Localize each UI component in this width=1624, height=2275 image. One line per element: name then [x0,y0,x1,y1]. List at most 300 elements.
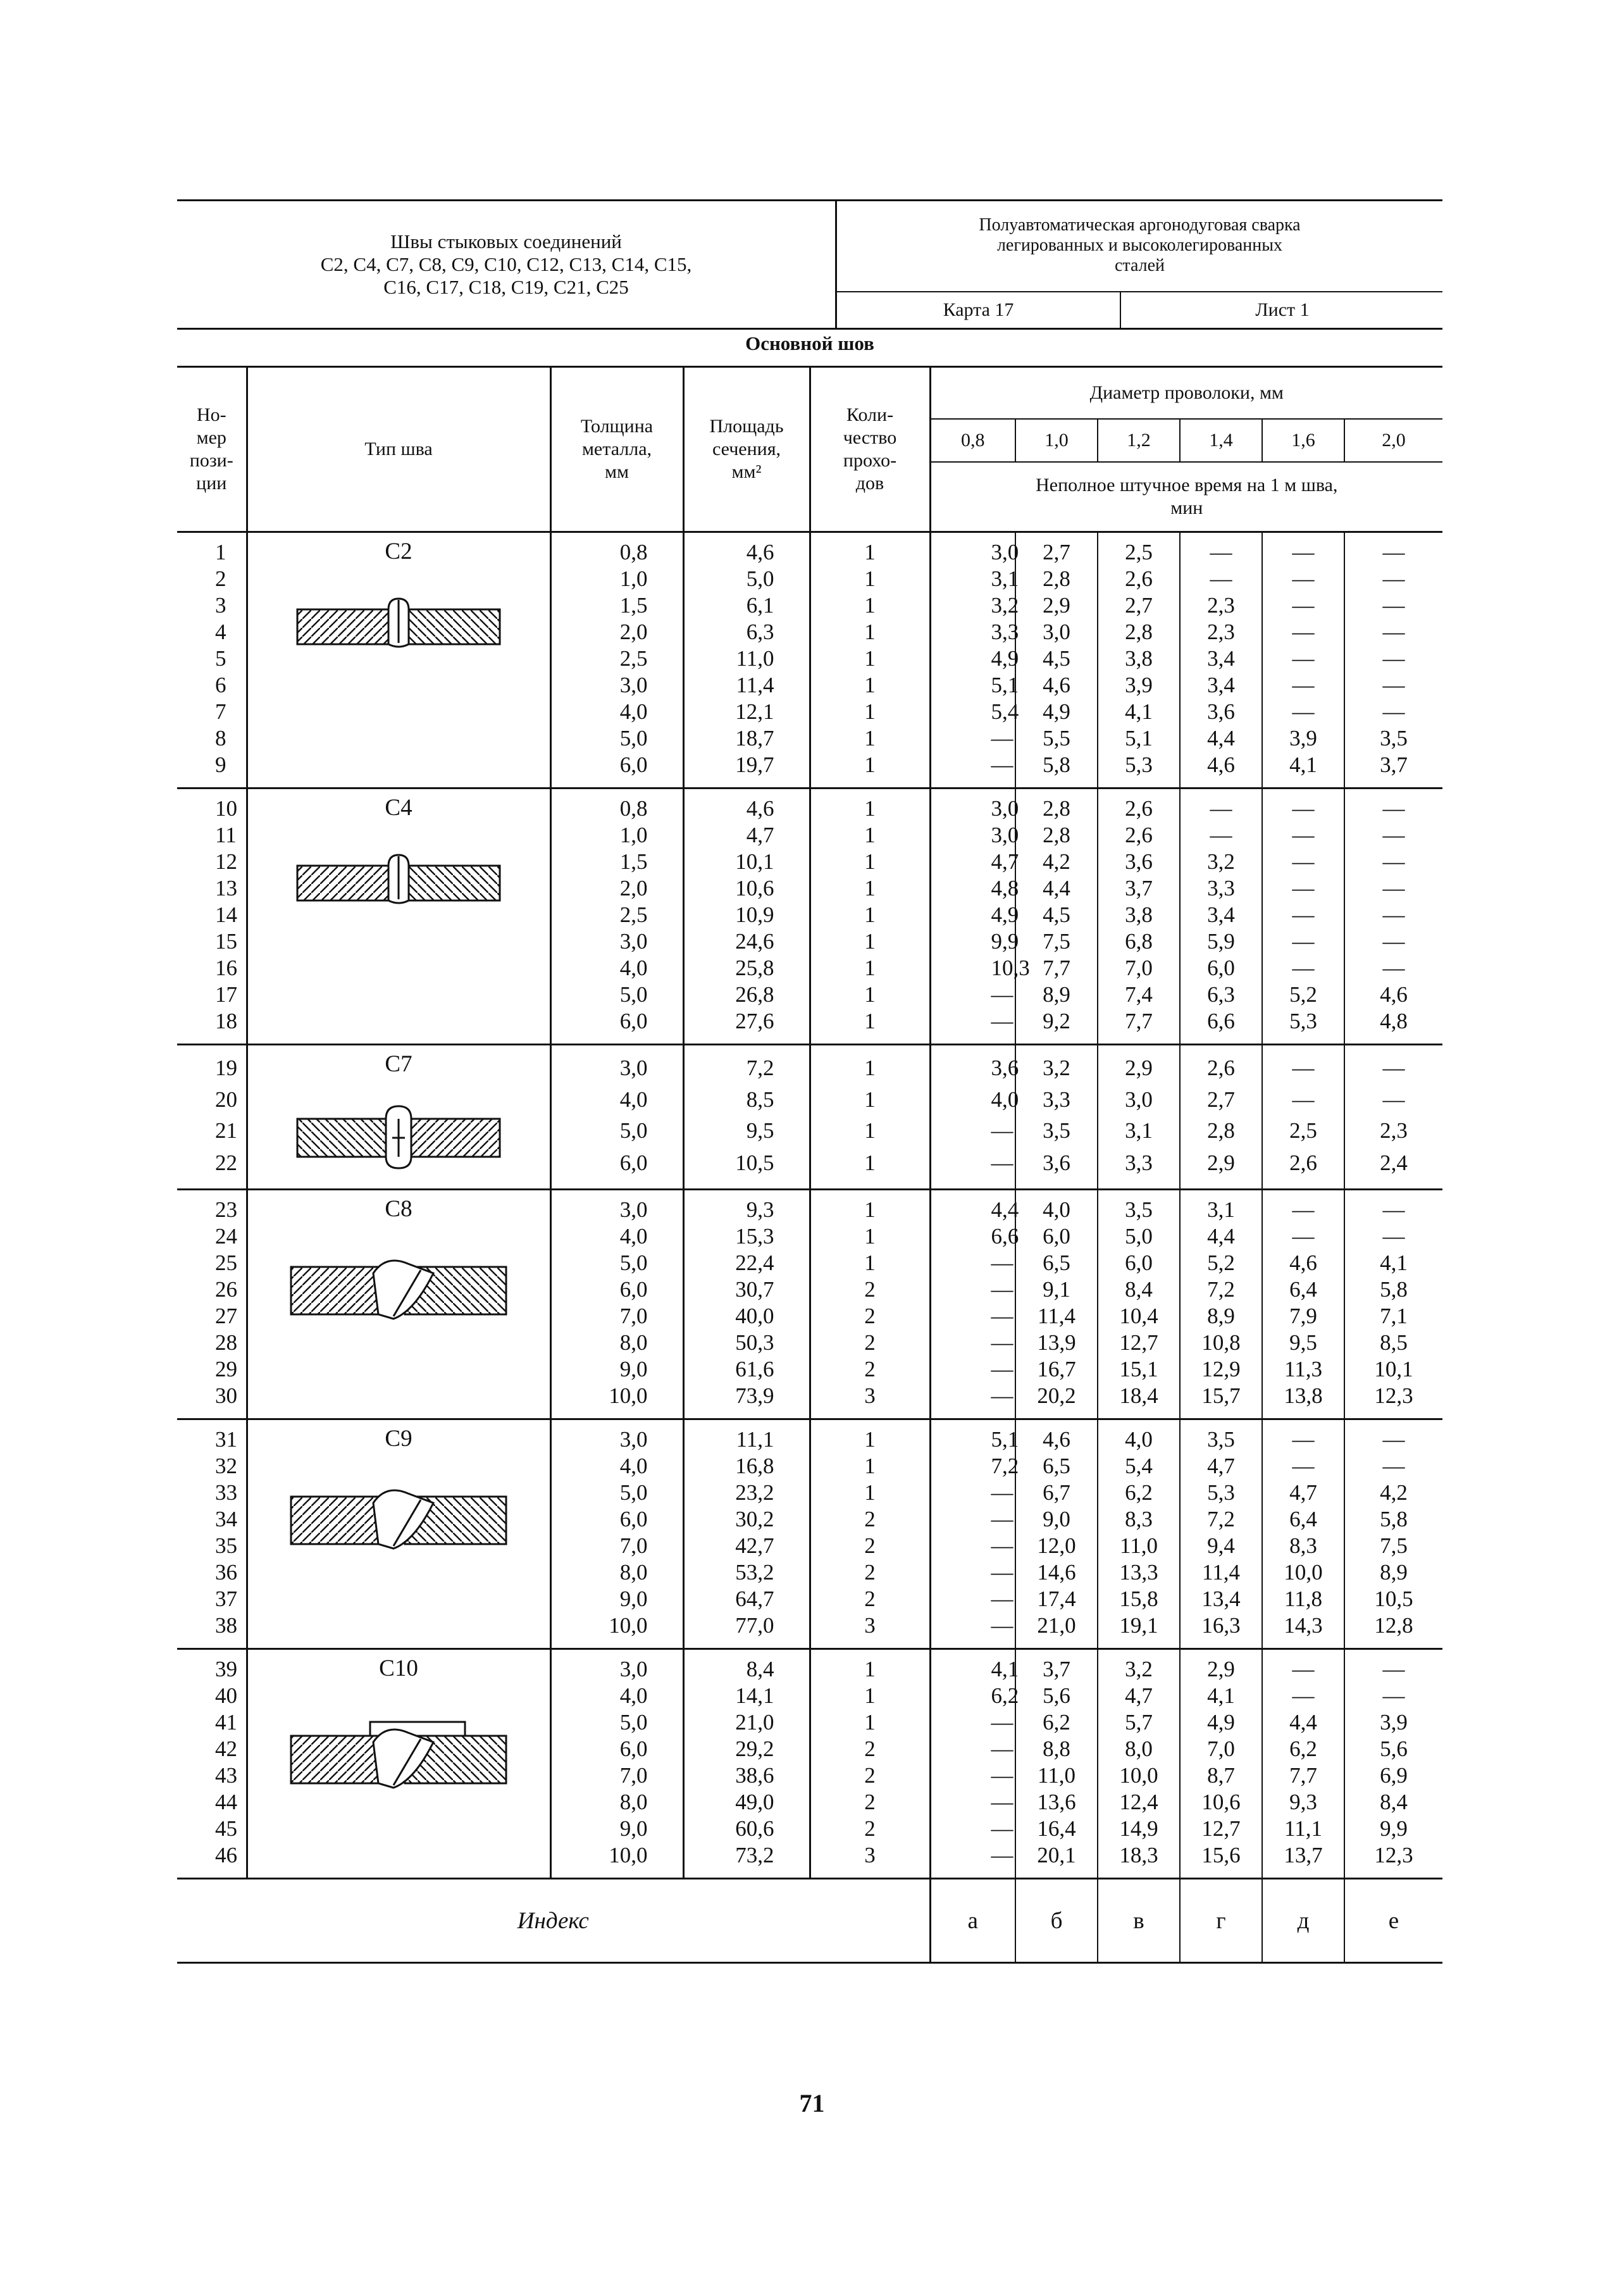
thickness-cell: 5,0 [550,1480,683,1506]
area-cell: 4,7 [683,822,810,849]
time-d0-8: 5,1 [930,1419,1015,1454]
time-d1-2: 19,1 [1098,1612,1180,1649]
time-d2-0: 12,3 [1344,1842,1442,1879]
thickness-cell: 8,0 [550,1559,683,1586]
time-d0-8: — [930,1330,1015,1356]
position-cell: 34 [215,1507,237,1531]
time-d0-8: — [930,982,1015,1008]
position-cell: 40 [215,1683,237,1708]
time-d2-0: — [1344,592,1442,619]
position-cell: 38 [215,1613,237,1638]
time-d1-2: 18,4 [1098,1383,1180,1419]
time-d2-0: 5,8 [1344,1506,1442,1533]
time-d1-6: 4,7 [1262,1480,1344,1506]
time-d1-4: 6,3 [1180,982,1262,1008]
area-cell: 10,6 [683,875,810,902]
time-d0-8: — [930,1008,1015,1045]
passes-cell: 1 [810,928,930,955]
seam-type-cell [247,1419,550,1649]
area-cell: 6,1 [683,592,810,619]
time-d1-0: 3,7 [1015,1649,1098,1683]
time-d1-0: 13,9 [1015,1330,1098,1356]
area-cell: 25,8 [683,955,810,982]
thickness-cell: 6,0 [550,1147,683,1190]
time-d1-6: — [1262,1190,1344,1224]
time-d1-6: — [1262,672,1344,699]
area-cell: 11,4 [683,672,810,699]
seam-type-label: С8 [385,1196,412,1222]
time-d1-6: — [1262,532,1344,566]
thickness-cell: 6,0 [550,1506,683,1533]
table-row [177,532,1442,566]
time-d1-2: 5,7 [1098,1709,1180,1736]
time-d1-2: 5,1 [1098,725,1180,752]
time-d2-0: 4,6 [1344,982,1442,1008]
time-d1-0: 2,7 [1015,532,1098,566]
thickness-cell: 3,0 [550,1190,683,1224]
seam-type-cell [247,788,550,1045]
time-d2-0: — [1344,1045,1442,1085]
time-d0-8: 3,1 [930,566,1015,592]
time-d1-4: 5,9 [1180,928,1262,955]
seam-type-cell [247,532,550,788]
thickness-cell: 5,0 [550,1116,683,1147]
time-d1-4: 15,6 [1180,1842,1262,1879]
time-d1-2: 8,0 [1098,1736,1180,1762]
passes-cell: 1 [810,1250,930,1276]
time-d1-4: 2,3 [1180,592,1262,619]
seam-type-label: С10 [379,1655,418,1681]
area-cell: 22,4 [683,1250,810,1276]
time-d1-0: 20,2 [1015,1383,1098,1419]
time-d1-2: 3,8 [1098,902,1180,928]
time-d0-8: 6,2 [930,1683,1015,1709]
time-d0-8: — [930,752,1015,788]
time-d1-2: 15,8 [1098,1586,1180,1612]
time-d1-0: 4,2 [1015,849,1098,875]
passes-cell: 1 [810,532,930,566]
time-d1-0: 6,7 [1015,1480,1098,1506]
time-d1-2: 5,0 [1098,1223,1180,1250]
area-cell: 10,1 [683,849,810,875]
time-d2-0: 3,7 [1344,752,1442,788]
area-cell: 19,7 [683,752,810,788]
passes-cell: 1 [810,566,930,592]
time-d0-8: 3,3 [930,619,1015,645]
thickness-cell: 8,0 [550,1330,683,1356]
norm-table [177,366,1442,1964]
position-cell: 7 [215,699,226,724]
time-d1-2: 13,3 [1098,1559,1180,1586]
time-d1-6: — [1262,955,1344,982]
time-d1-0: 6,5 [1015,1453,1098,1480]
area-cell: 73,9 [683,1383,810,1419]
time-d1-4: 3,4 [1180,672,1262,699]
position-cell: 16 [215,956,237,980]
time-d1-0: 20,1 [1015,1842,1098,1879]
area-cell: 14,1 [683,1683,810,1709]
time-d1-4: 6,6 [1180,1008,1262,1045]
col-position-header: Но- мер пози- ции [189,404,233,494]
time-d1-6: — [1262,1453,1344,1480]
passes-cell: 1 [810,788,930,823]
time-d1-4: 16,3 [1180,1612,1262,1649]
time-d1-2: 3,8 [1098,645,1180,672]
time-d1-6: — [1262,592,1344,619]
area-cell: 29,2 [683,1736,810,1762]
time-d1-6: — [1262,619,1344,645]
position-cell: 5 [215,646,226,671]
time-d0-8: 9,9 [930,928,1015,955]
time-d1-6: 6,4 [1262,1276,1344,1303]
position-cell: 13 [215,876,237,901]
time-d1-2: 10,0 [1098,1762,1180,1789]
time-d0-8: — [930,1116,1015,1147]
table-row [177,1190,1442,1224]
area-cell: 49,0 [683,1789,810,1816]
thickness-cell: 0,8 [550,532,683,566]
seam-group-С8 [177,1190,1442,1419]
time-d1-2: 2,8 [1098,619,1180,645]
seam-c2-icon [285,575,512,676]
time-d1-4: — [1180,822,1262,849]
diameter-2-0: 2,0 [1344,419,1442,462]
time-d1-0: 13,6 [1015,1789,1098,1816]
time-d1-2: 12,4 [1098,1789,1180,1816]
time-d0-8: — [930,1356,1015,1383]
time-d2-0: — [1344,566,1442,592]
passes-cell: 1 [810,645,930,672]
position-cell: 15 [215,929,237,954]
time-d1-2: 3,0 [1098,1084,1180,1115]
time-d1-2: 2,7 [1098,592,1180,619]
time-d1-0: 6,0 [1015,1223,1098,1250]
passes-cell: 1 [810,1453,930,1480]
seam-type-label: С9 [385,1426,412,1452]
thickness-cell: 7,0 [550,1762,683,1789]
passes-cell: 1 [810,752,930,788]
col-type-header: Тип шва [247,367,550,532]
time-d2-0: 3,9 [1344,1709,1442,1736]
time-d1-0: 3,5 [1015,1116,1098,1147]
time-d0-8: 7,2 [930,1453,1015,1480]
thickness-cell: 1,0 [550,566,683,592]
time-d1-2: 7,4 [1098,982,1180,1008]
time-d1-4: 10,6 [1180,1789,1262,1816]
thickness-cell: 6,0 [550,1276,683,1303]
thickness-cell: 2,0 [550,619,683,645]
index-a: а [930,1879,1015,1963]
passes-cell: 1 [810,1084,930,1115]
time-d1-6: 8,3 [1262,1533,1344,1559]
time-d1-6: 3,9 [1262,725,1344,752]
area-cell: 5,0 [683,566,810,592]
area-cell: 4,6 [683,532,810,566]
time-d2-0: 12,8 [1344,1612,1442,1649]
seam-type-cell [247,1045,550,1190]
passes-cell: 2 [810,1303,930,1330]
time-d1-6: — [1262,822,1344,849]
time-d1-2: 5,4 [1098,1453,1180,1480]
thickness-cell: 4,0 [550,1683,683,1709]
area-cell: 26,8 [683,982,810,1008]
time-d1-4: 7,2 [1180,1506,1262,1533]
time-d1-2: 2,5 [1098,532,1180,566]
time-d1-2: 7,0 [1098,955,1180,982]
time-d1-4: 8,9 [1180,1303,1262,1330]
time-d1-4: 8,7 [1180,1762,1262,1789]
index-row [177,1879,1442,1963]
time-d2-0: — [1344,619,1442,645]
position-cell: 14 [215,902,237,927]
area-cell: 24,6 [683,928,810,955]
time-d2-0: 7,5 [1344,1533,1442,1559]
position-cell: 10 [215,796,237,821]
position-cell: 3 [215,593,226,618]
thickness-cell: 9,0 [550,1356,683,1383]
area-cell: 4,6 [683,788,810,823]
area-cell: 16,8 [683,1453,810,1480]
time-d0-8: 4,9 [930,645,1015,672]
time-d2-0: — [1344,875,1442,902]
col-passes-header: Коли- чество прохо- дов [810,367,930,532]
time-d1-0: 9,2 [1015,1008,1098,1045]
thickness-cell: 0,8 [550,788,683,823]
thickness-cell: 3,0 [550,672,683,699]
time-d1-2: 2,6 [1098,822,1180,849]
thickness-cell: 3,0 [550,928,683,955]
time-d1-4: 12,9 [1180,1356,1262,1383]
time-d0-8: 10,3 [930,955,1015,982]
time-d1-6: — [1262,1649,1344,1683]
passes-cell: 1 [810,592,930,619]
seam-group-С2 [177,532,1442,788]
sheet-label: Лист 1 [1120,292,1444,328]
time-d1-4: 2,9 [1180,1147,1262,1190]
time-d1-4: 4,7 [1180,1453,1262,1480]
time-d0-8: — [930,1276,1015,1303]
position-cell: 23 [215,1197,237,1222]
passes-cell: 2 [810,1586,930,1612]
position-cell: 32 [215,1454,237,1478]
thickness-cell: 9,0 [550,1586,683,1612]
position-cell: 28 [215,1330,237,1355]
time-header: Неполное штучное время на 1 м шва, мин [930,462,1442,532]
area-cell: 53,2 [683,1559,810,1586]
position-cell: 41 [215,1710,237,1735]
thickness-cell: 4,0 [550,1453,683,1480]
time-d1-6: 11,1 [1262,1816,1344,1842]
time-d2-0: 7,1 [1344,1303,1442,1330]
time-d2-0: — [1344,1190,1442,1224]
time-d2-0: — [1344,672,1442,699]
time-d1-0: 2,8 [1015,566,1098,592]
passes-cell: 2 [810,1533,930,1559]
time-d1-6: — [1262,1683,1344,1709]
time-d1-6: 14,3 [1262,1612,1344,1649]
seam-c9-icon [285,1462,512,1563]
time-d1-2: 3,2 [1098,1649,1180,1683]
thickness-cell: 10,0 [550,1842,683,1879]
area-cell: 73,2 [683,1842,810,1879]
thickness-cell: 4,0 [550,1223,683,1250]
position-cell: 19 [215,1055,237,1080]
time-d1-6: — [1262,699,1344,725]
passes-cell: 1 [810,849,930,875]
time-d2-0: 9,9 [1344,1816,1442,1842]
time-d2-0: 3,5 [1344,725,1442,752]
seam-group-С4 [177,788,1442,1045]
time-d1-0: 4,0 [1015,1190,1098,1224]
time-d1-4: 2,9 [1180,1649,1262,1683]
area-cell: 11,0 [683,645,810,672]
area-cell: 77,0 [683,1612,810,1649]
seam-group-С10 [177,1649,1442,1879]
time-d1-0: 8,8 [1015,1736,1098,1762]
passes-cell: 1 [810,1190,930,1224]
time-d0-8: 5,1 [930,672,1015,699]
time-d1-6: 11,3 [1262,1356,1344,1383]
passes-cell: 1 [810,955,930,982]
time-d1-4: 3,2 [1180,849,1262,875]
time-d1-6: 13,7 [1262,1842,1344,1879]
time-d1-6: — [1262,645,1344,672]
time-d2-0: — [1344,645,1442,672]
time-d1-2: 6,0 [1098,1250,1180,1276]
diameter-1-0: 1,0 [1015,419,1098,462]
area-cell: 30,2 [683,1506,810,1533]
time-d1-6: 10,0 [1262,1559,1344,1586]
time-d1-4: 4,4 [1180,1223,1262,1250]
position-cell: 2 [215,566,226,591]
time-d1-6: 2,5 [1262,1116,1344,1147]
area-cell: 10,5 [683,1147,810,1190]
seam-c8-icon [285,1232,512,1333]
time-d2-0: 2,3 [1344,1116,1442,1147]
passes-cell: 2 [810,1559,930,1586]
page-number: 71 [799,2089,825,2117]
thickness-cell: 4,0 [550,699,683,725]
time-d1-4: 4,4 [1180,725,1262,752]
passes-cell: 2 [810,1736,930,1762]
thickness-cell: 9,0 [550,1816,683,1842]
time-d1-0: 6,5 [1015,1250,1098,1276]
position-cell: 12 [215,849,237,874]
time-d1-0: 9,1 [1015,1276,1098,1303]
card-label: Карта 17 [943,299,1014,320]
time-d0-8: 4,4 [930,1190,1015,1224]
time-d1-2: 3,6 [1098,849,1180,875]
time-d1-2: 3,1 [1098,1116,1180,1147]
time-d0-8: — [930,1789,1015,1816]
time-d1-6: — [1262,1419,1344,1454]
time-d1-2: 2,9 [1098,1045,1180,1085]
thickness-cell: 1,0 [550,822,683,849]
area-cell: 50,3 [683,1330,810,1356]
time-d1-2: 14,9 [1098,1816,1180,1842]
thickness-cell: 5,0 [550,725,683,752]
time-d0-8: — [930,1506,1015,1533]
passes-cell: 2 [810,1789,930,1816]
thickness-cell: 2,5 [550,645,683,672]
passes-cell: 1 [810,1709,930,1736]
time-d0-8: 3,0 [930,822,1015,849]
position-cell: 6 [215,673,226,697]
time-d1-0: 3,6 [1015,1147,1098,1190]
time-d2-0: 5,6 [1344,1736,1442,1762]
diameter-1-2: 1,2 [1098,419,1180,462]
time-d2-0: — [1344,1683,1442,1709]
passes-cell: 2 [810,1330,930,1356]
time-d2-0: — [1344,822,1442,849]
seams-title-cell [177,201,835,328]
thickness-cell: 6,0 [550,1736,683,1762]
passes-cell: 1 [810,1419,930,1454]
time-d1-0: 9,0 [1015,1506,1098,1533]
seam-group-С9 [177,1419,1442,1649]
time-d0-8: — [930,1480,1015,1506]
passes-cell: 1 [810,1045,930,1085]
passes-cell: 1 [810,1008,930,1045]
position-cell: 1 [215,540,226,564]
time-d2-0: 4,8 [1344,1008,1442,1045]
seam-type-label: С2 [385,539,412,564]
time-d0-8: 4,7 [930,849,1015,875]
index-v: в [1098,1879,1180,1963]
time-d1-4: 5,3 [1180,1480,1262,1506]
time-d1-0: 4,6 [1015,1419,1098,1454]
area-cell: 61,6 [683,1356,810,1383]
time-d2-0: — [1344,1419,1442,1454]
time-d1-0: 5,8 [1015,752,1098,788]
time-d1-0: 3,0 [1015,619,1098,645]
passes-cell: 2 [810,1506,930,1533]
time-d1-0: 7,5 [1015,928,1098,955]
diameter-0-8: 0,8 [930,419,1015,462]
time-d1-0: 3,2 [1015,1045,1098,1085]
time-d1-2: 7,7 [1098,1008,1180,1045]
seam-type-cell [247,1190,550,1419]
area-cell: 9,5 [683,1116,810,1147]
passes-cell: 3 [810,1842,930,1879]
time-d1-4: 7,2 [1180,1276,1262,1303]
time-d1-0: 4,9 [1015,699,1098,725]
time-d1-0: 3,3 [1015,1084,1098,1115]
passes-cell: 1 [810,1480,930,1506]
time-d0-8: 3,6 [930,1045,1015,1085]
time-d2-0: — [1344,532,1442,566]
passes-cell: 2 [810,1816,930,1842]
thickness-cell: 8,0 [550,1789,683,1816]
passes-cell: 1 [810,1649,930,1683]
time-d1-0: 4,4 [1015,875,1098,902]
area-cell: 11,1 [683,1419,810,1454]
time-d1-4: 3,3 [1180,875,1262,902]
time-d1-4: 4,9 [1180,1709,1262,1736]
thickness-cell: 6,0 [550,752,683,788]
time-d1-4: 2,3 [1180,619,1262,645]
time-d0-8: — [930,1586,1015,1612]
time-d2-0: — [1344,1223,1442,1250]
time-d1-6: — [1262,1223,1344,1250]
time-d0-8: 4,1 [930,1649,1015,1683]
position-cell: 25 [215,1250,237,1275]
time-d2-0: 4,2 [1344,1480,1442,1506]
area-cell: 21,0 [683,1709,810,1736]
time-d1-2: 10,4 [1098,1303,1180,1330]
time-d1-0: 2,8 [1015,822,1098,849]
position-cell: 21 [215,1118,237,1144]
